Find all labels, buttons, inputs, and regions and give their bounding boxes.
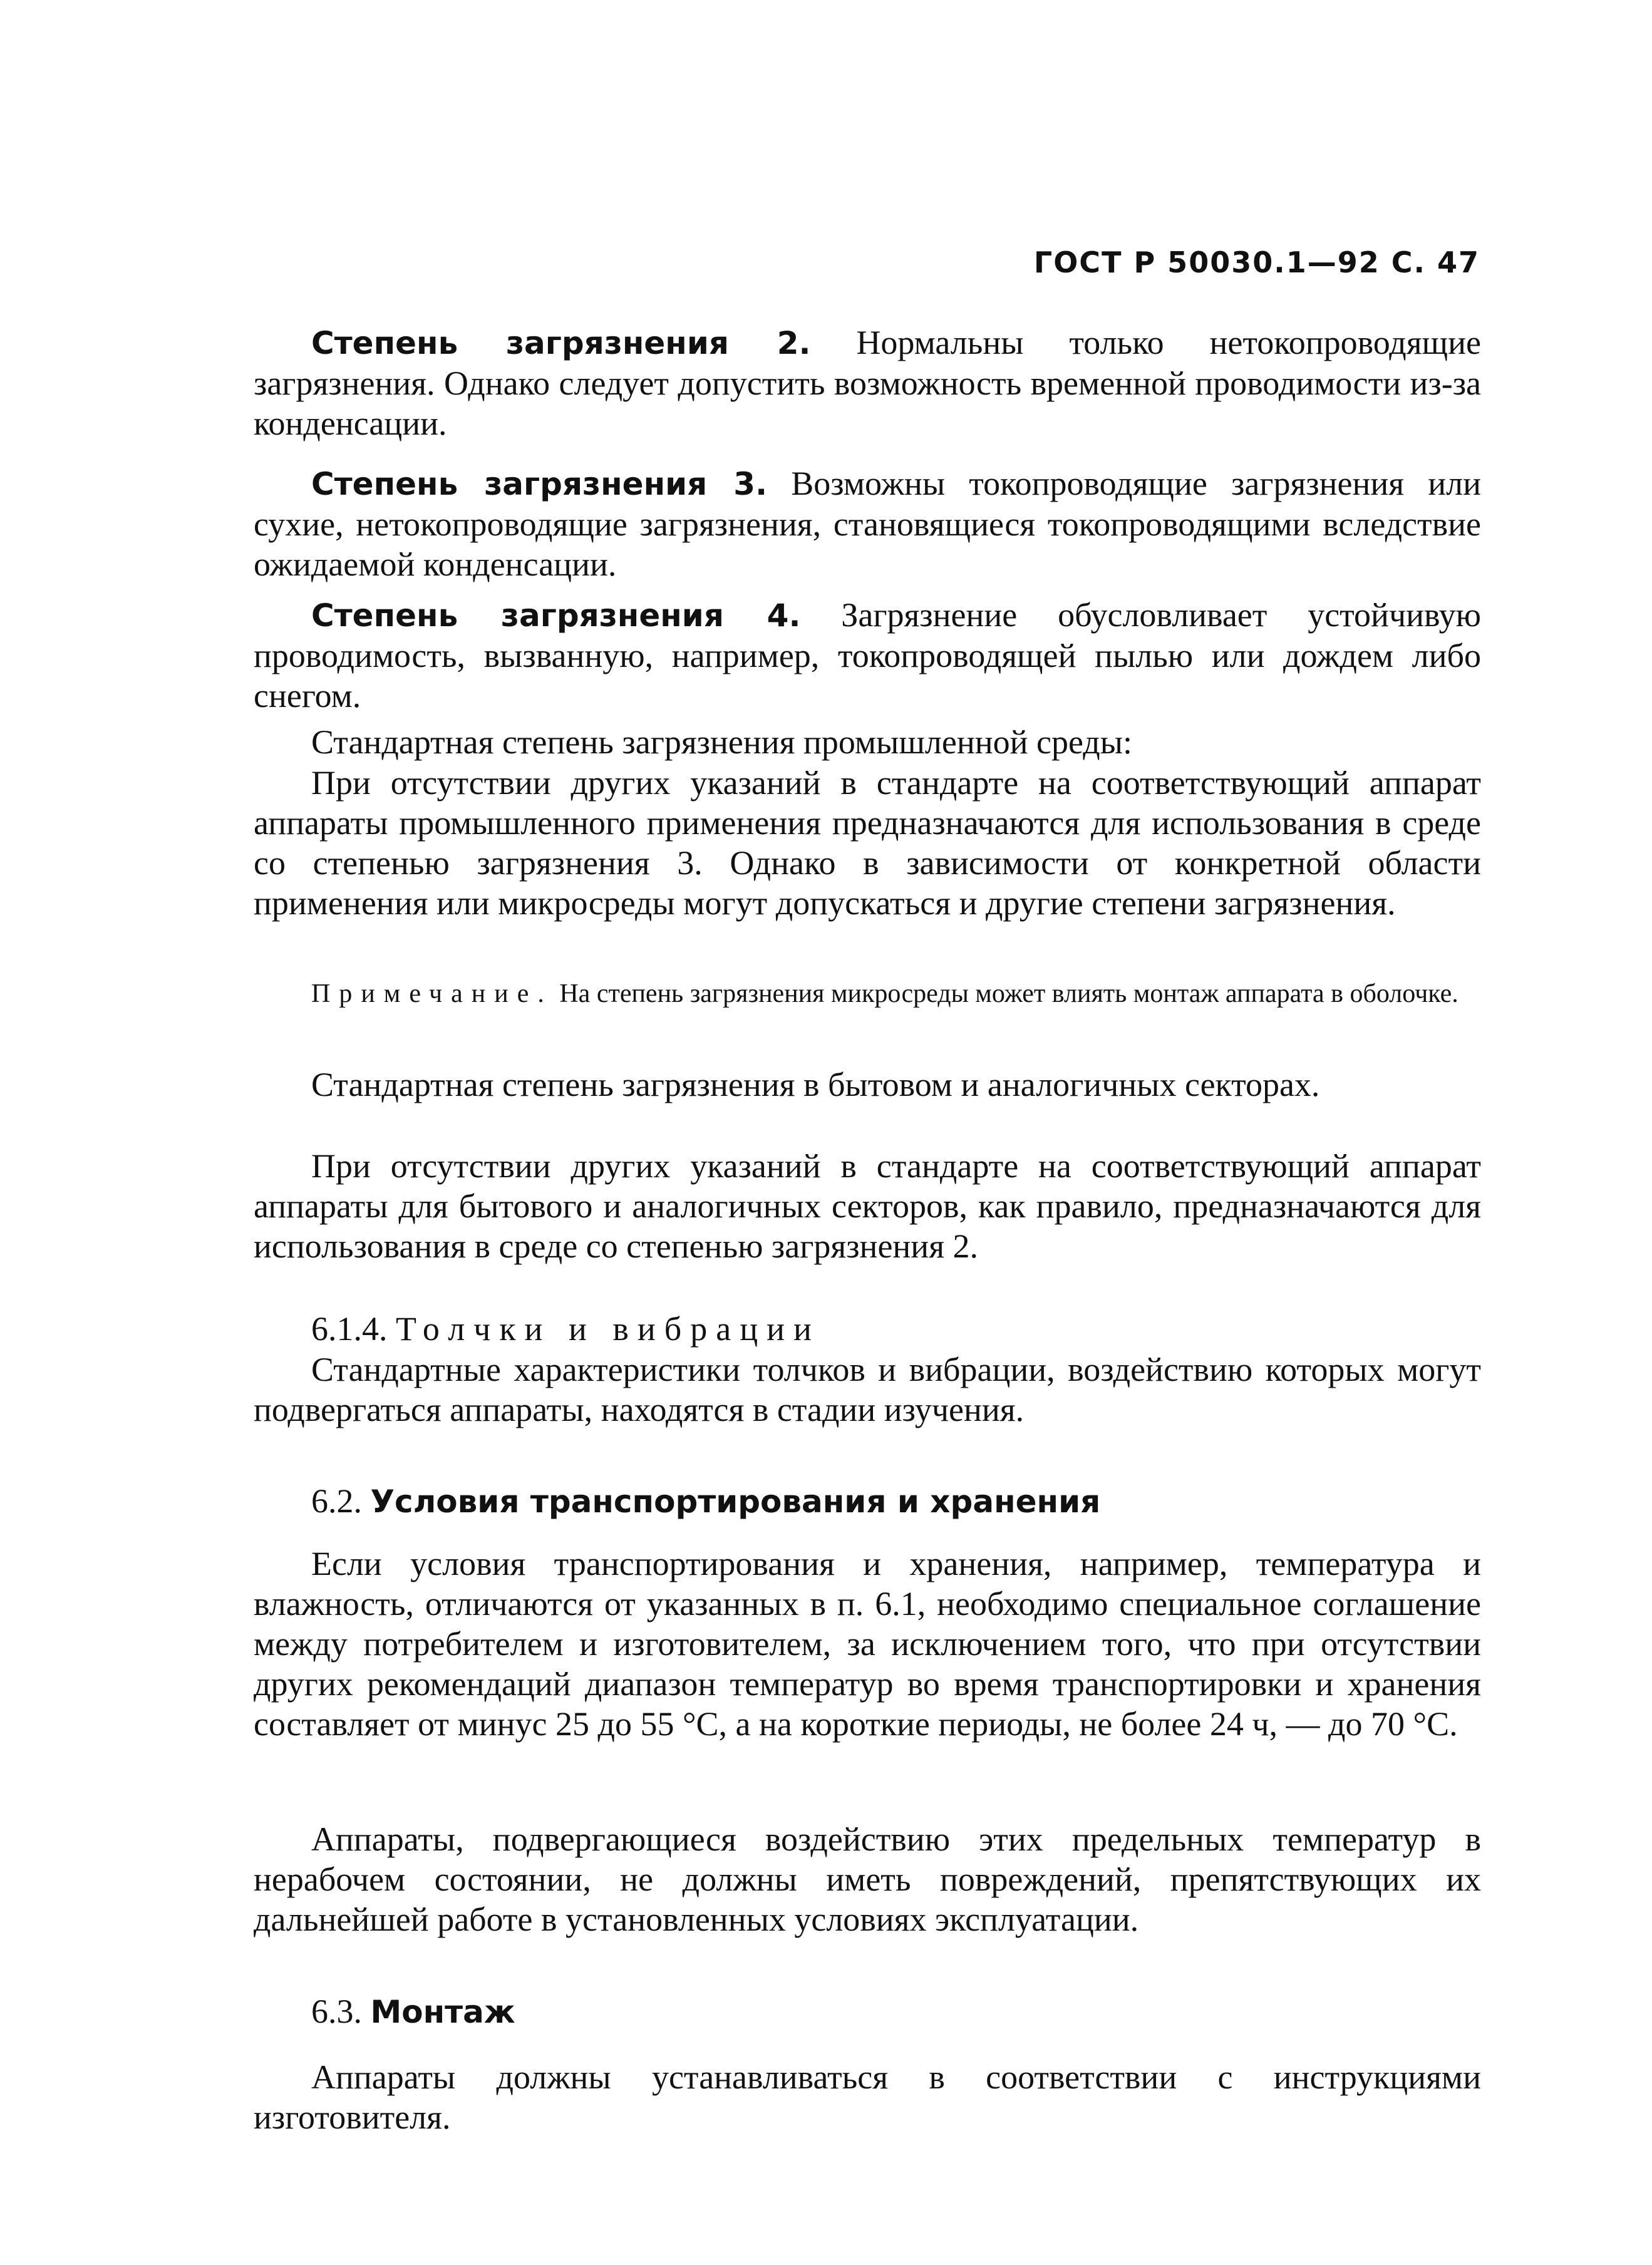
section-6-2-number: 6.2. xyxy=(311,1482,362,1520)
section-6-3-heading xyxy=(254,1991,1481,2032)
paragraph-installation: Аппараты должны устанавливаться в соответствии с инструкциями изготовителя. xyxy=(254,2058,1481,2136)
section-6-3-title: Монтаж xyxy=(370,1994,515,2030)
section-6-2-heading xyxy=(254,1481,1481,1522)
note-label: Примечание. xyxy=(311,979,553,1008)
paragraph-industrial-standard: Стандартная степень загрязнения промышленной среды: xyxy=(311,723,1133,761)
pollution-degree-3-text: Возможны токопроводящие загрязнения или сухие, нетокопроводящие загрязнения, становящиеся токопроводящими вследствие ожидаемой конденсации. xyxy=(254,465,1482,583)
pollution-degree-2-label: Степень загрязнения 2. xyxy=(311,325,811,361)
note-paragraph xyxy=(254,977,1481,1011)
paragraph-vibration: Стандартные характеристики толчков и вибрации, воздействию которых могут подвергаться аппараты, находятся в стадии изучения. xyxy=(254,1351,1481,1428)
section-6-2-title: Условия транспортирования и хранения xyxy=(370,1483,1101,1520)
section-6-1-4-title: Толчки и вибрации xyxy=(396,1310,820,1348)
paragraph-household-text: При отсутствии других указаний в стандарте на соответствующий аппарат аппараты для бытового и аналогичных секторов, как правило, предназначаются для использования в среде со степенью загрязнения 2. xyxy=(254,1147,1481,1265)
page-header: ГОСТ Р 50030.1—92 С. 47 xyxy=(1033,245,1480,279)
pollution-degree-4-text: Загрязнение обусловливает устойчивую проводимость, вызванную, например, токопроводящей пылью или дождем либо снегом. xyxy=(254,596,1481,715)
paragraph-extreme-temps: Аппараты, подвергающиеся воздействию этих предельных температур в нерабочем состоянии, не должны иметь повреждений, препятствующих их дальнейшей работе в установленных условиях эксплуатации. xyxy=(254,1820,1481,1938)
note-text: На степень загрязнения микросреды может влиять монтаж аппарата в оболочке. xyxy=(552,979,1458,1008)
section-6-3-number: 6.3. xyxy=(311,1993,362,2030)
paragraph-pollution-2 xyxy=(254,322,1481,443)
pollution-degree-4-label: Степень загрязнения 4. xyxy=(311,597,801,634)
pollution-degree-3-label: Степень загрязнения 3. xyxy=(311,466,768,502)
paragraph-pollution-4 xyxy=(254,595,1481,716)
section-6-1-4-heading xyxy=(254,1309,1481,1349)
paragraph-pollution-3 xyxy=(254,463,1481,584)
pollution-degree-2-text: Нормальны только нетокопроводящие загрязнения. Однако следует допустить возможность временной проводимости из-за конденсации. xyxy=(254,324,1481,442)
section-6-1-4-number: 6.1.4. xyxy=(311,1310,388,1348)
paragraph-household-standard: Стандартная степень загрязнения в бытовом и аналогичных секторах. xyxy=(311,1066,1320,1103)
paragraph-industrial-text: При отсутствии других указаний в стандарте на соответствующий аппарат аппараты промышленного применения предназначаются для использования в среде со степенью загрязнения 3. Однако в зависимости от конкретной области применения или микросреды могут допускаться и другие степени загрязнения. xyxy=(254,764,1481,922)
paragraph-transport: Если условия транспортирования и хранения, например, температура и влажность, отличаются от указанных в п. 6.1, необходимо специальное соглашение между потребителем и изготовителем, за исключением того, что при отсутствии других рекомендаций диапазон температур во время транспортировки и хранения составляет от минус 25 до 55 °С, а на короткие периоды, не более 24 ч, — до 70 °С. xyxy=(254,1545,1481,1743)
